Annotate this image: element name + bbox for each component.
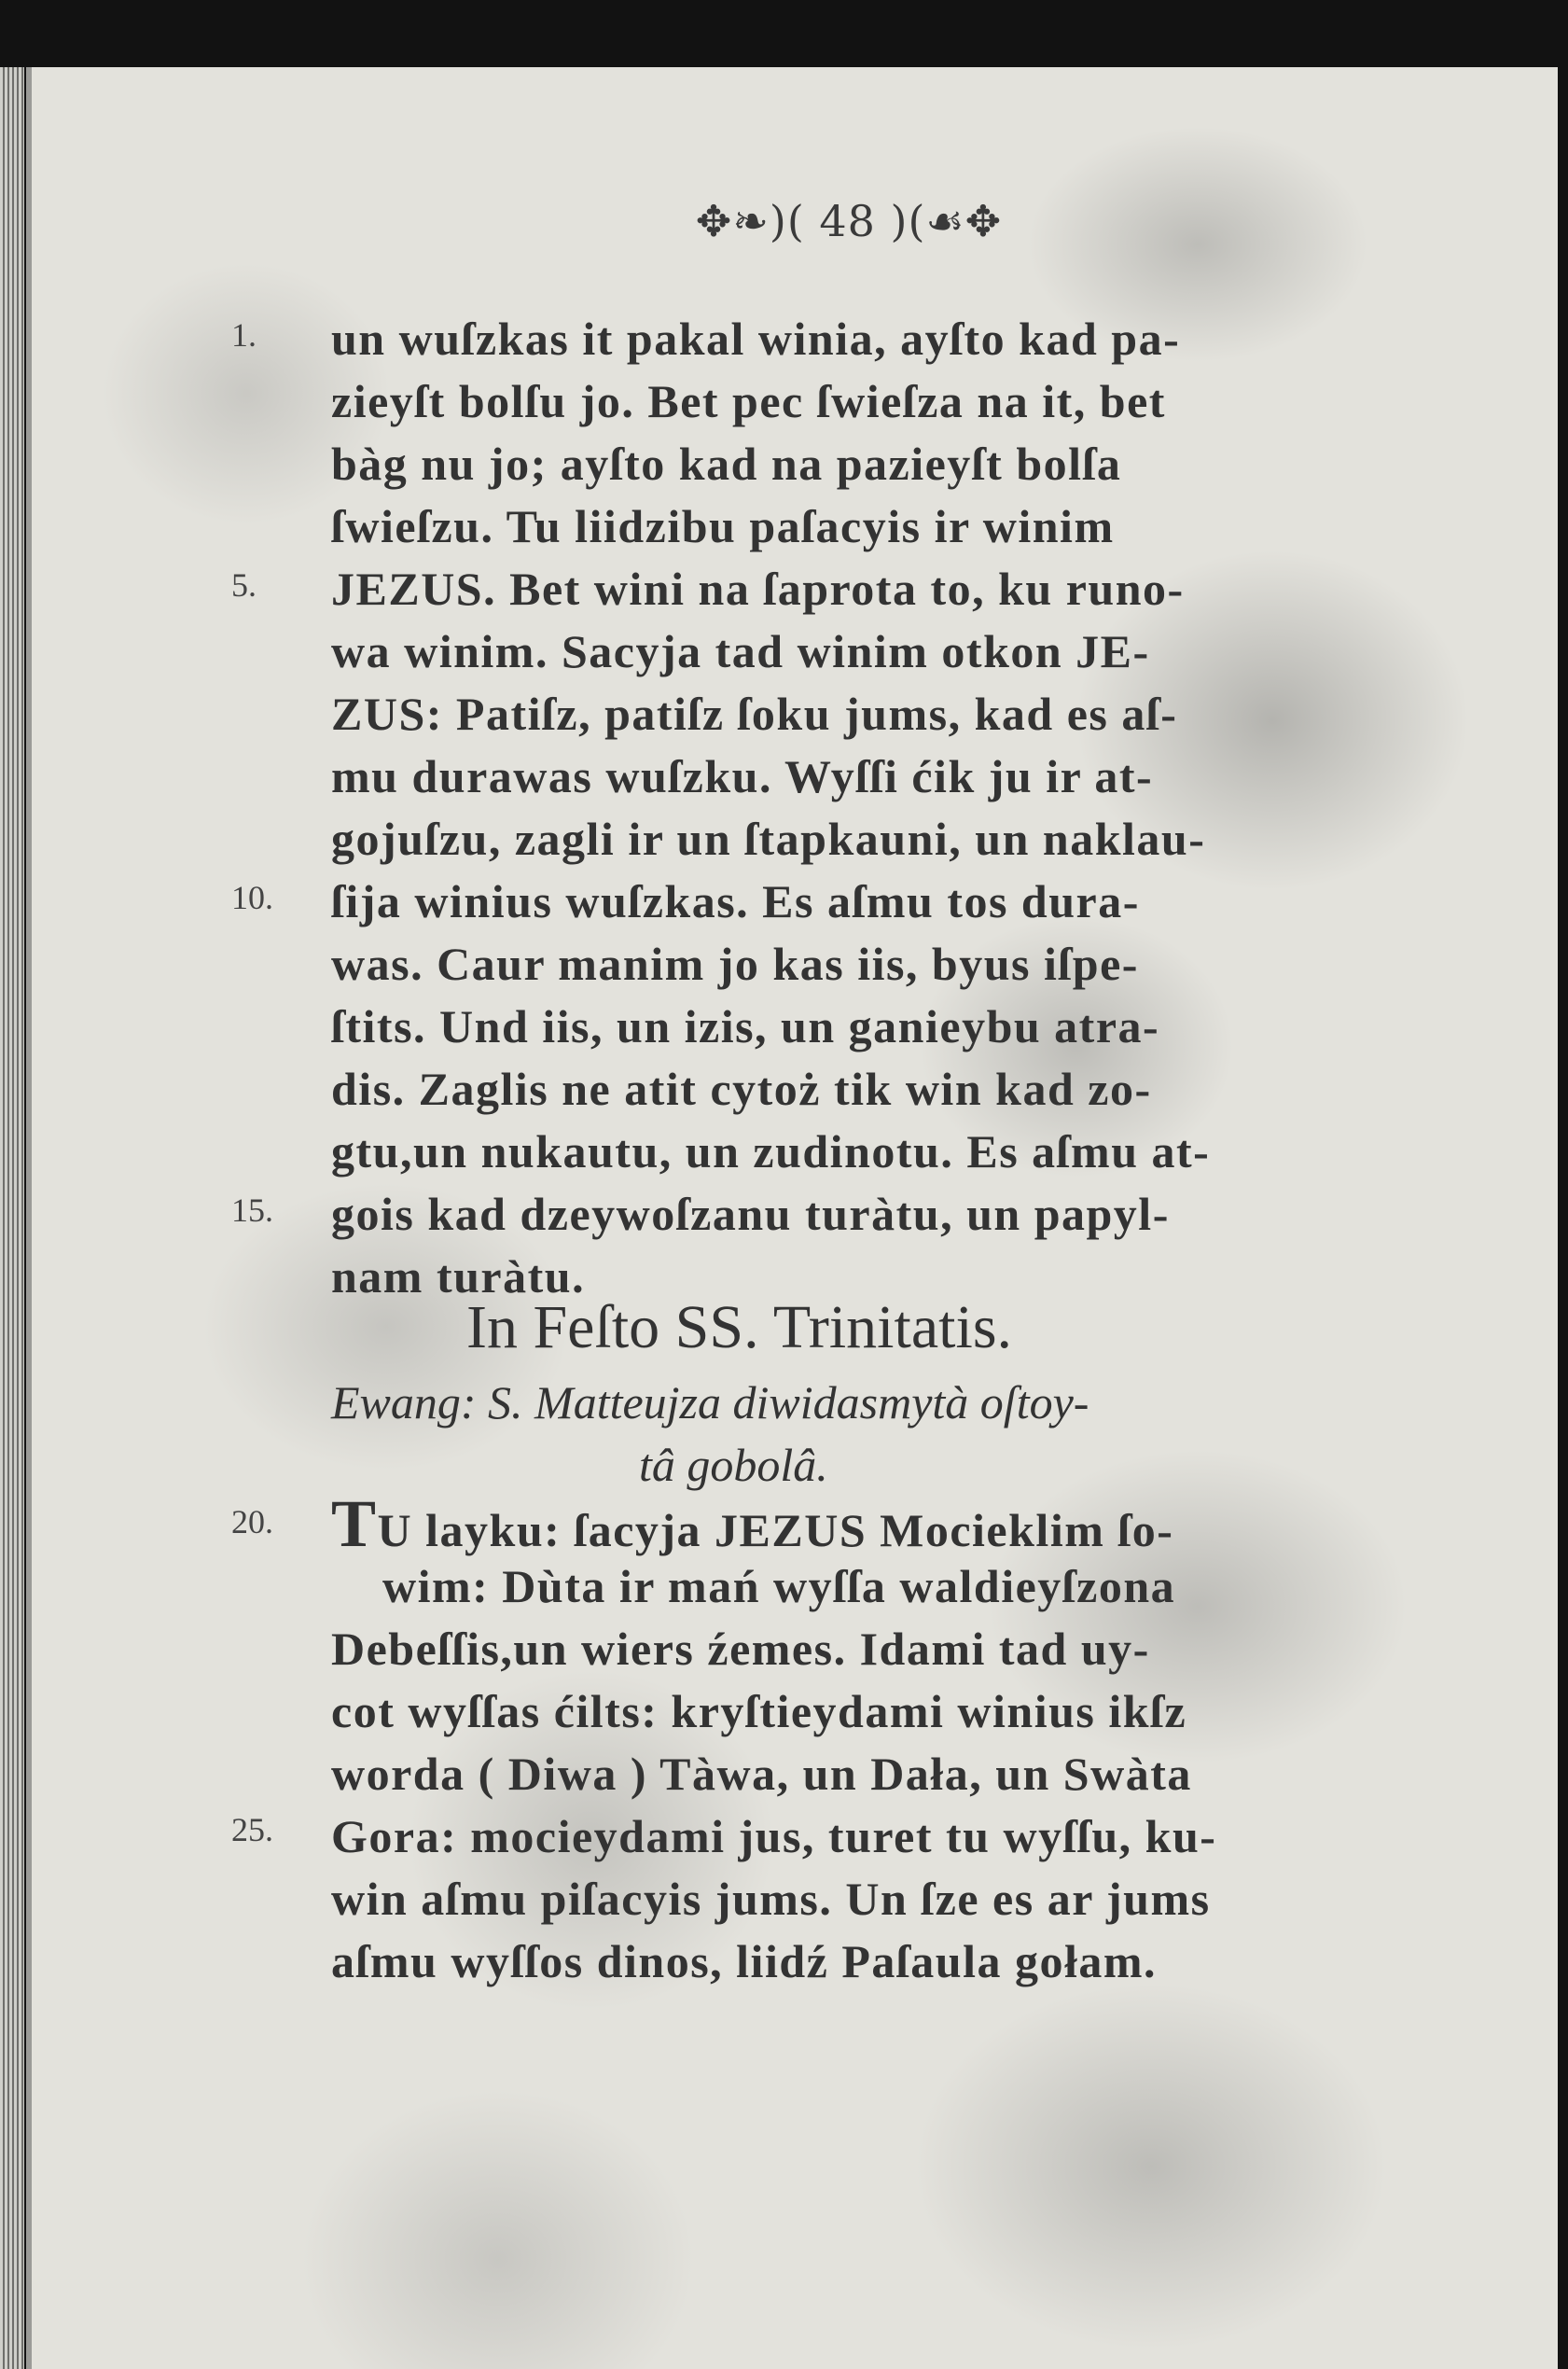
section1-text xyxy=(331,308,1320,1308)
section-subtitle xyxy=(331,1372,1320,1497)
drop-cap: T xyxy=(331,1486,378,1561)
line-number: 25. xyxy=(231,1811,273,1848)
text-line: wim: Dùta ir mań wyſſa waldieyſzona xyxy=(382,1560,1176,1612)
subtitle-line: tâ gobolâ. xyxy=(639,1439,828,1491)
line-number: 1. xyxy=(231,316,257,354)
text-line xyxy=(331,1486,1320,1561)
text-line: ZUS: Patiſz, patiſz ſoku jums, kad es aſ- xyxy=(331,688,1178,740)
text-line: was. Caur manim jo kas iis, byus iſpe- xyxy=(331,938,1139,990)
text-line: gtu,un nukautu, un zudinotu. Es aſmu at- xyxy=(331,1125,1211,1178)
text-line: nam turàtu. xyxy=(331,1250,586,1303)
subtitle-line: Ewang: S. Matteujza diwidasmytà oſtoy- xyxy=(331,1376,1089,1428)
text-line: cot wyſſas ćilts: kryſtieydami winius ikſz xyxy=(331,1685,1187,1737)
text-line: aſmu wyſſos dinos, liidź Paſaula gołam. xyxy=(331,1935,1158,1987)
text-line: bàg nu jo; ayſto kad na pazieyſt bolſa xyxy=(331,438,1122,490)
text-line: Gora: mocieydami jus, turet tu wyſſu, ku- xyxy=(331,1810,1217,1862)
line-number: 15. xyxy=(231,1191,273,1229)
text-line: ſtits. Und iis, un izis, un ganieybu atra- xyxy=(331,1000,1160,1052)
section-title: In Feſto SS. Trinitatis. xyxy=(466,1293,1013,1361)
line-number: 10. xyxy=(231,879,273,916)
section2-text xyxy=(331,1486,1320,1993)
page-header: ✥❧)( 48 )(☙✥ xyxy=(695,196,1003,246)
text-line-rest: U layku: ſacyja JEZUS Mocieklim ſo- xyxy=(377,1504,1174,1556)
text-line: gojuſzu, zagli ir un ſtapkauni, un naklau- xyxy=(331,813,1206,865)
book-page-edges xyxy=(0,67,24,2369)
text-line: mu durawas wuſzku. Wyſſi ćik ju ir at- xyxy=(331,750,1154,802)
text-line: ſwieſzu. Tu liidzibu paſacyis ir winim xyxy=(331,500,1115,552)
text-line: ſija winius wuſzkas. Es aſmu tos dura- xyxy=(331,875,1140,927)
text-line: gois kad dzeywoſzanu turàtu, un papyl- xyxy=(331,1188,1170,1240)
line-number: 20. xyxy=(231,1503,273,1540)
text-line: win aſmu piſacyis jums. Un ſze es ar jums xyxy=(331,1873,1211,1925)
line-number: 5. xyxy=(231,566,257,604)
text-line: Debeſſis,un wiers źemes. Idami tad uy- xyxy=(331,1623,1150,1675)
text-line: un wuſzkas it pakal winia, ayſto kad pa- xyxy=(331,313,1181,365)
text-line: zieyſt bolſu jo. Bet pec ſwieſza na it, bet xyxy=(331,375,1166,427)
text-line: worda ( Diwa ) Tàwa, un Dała, un Swàta xyxy=(331,1748,1192,1800)
text-line: JEZUS. Bet wini na ſaprota to, ku runo- xyxy=(331,563,1185,615)
text-line: dis. Zaglis ne atit cytoż tik win kad zo- xyxy=(331,1063,1152,1115)
text-line: wa winim. Sacyja tad winim otkon JE- xyxy=(331,625,1150,677)
